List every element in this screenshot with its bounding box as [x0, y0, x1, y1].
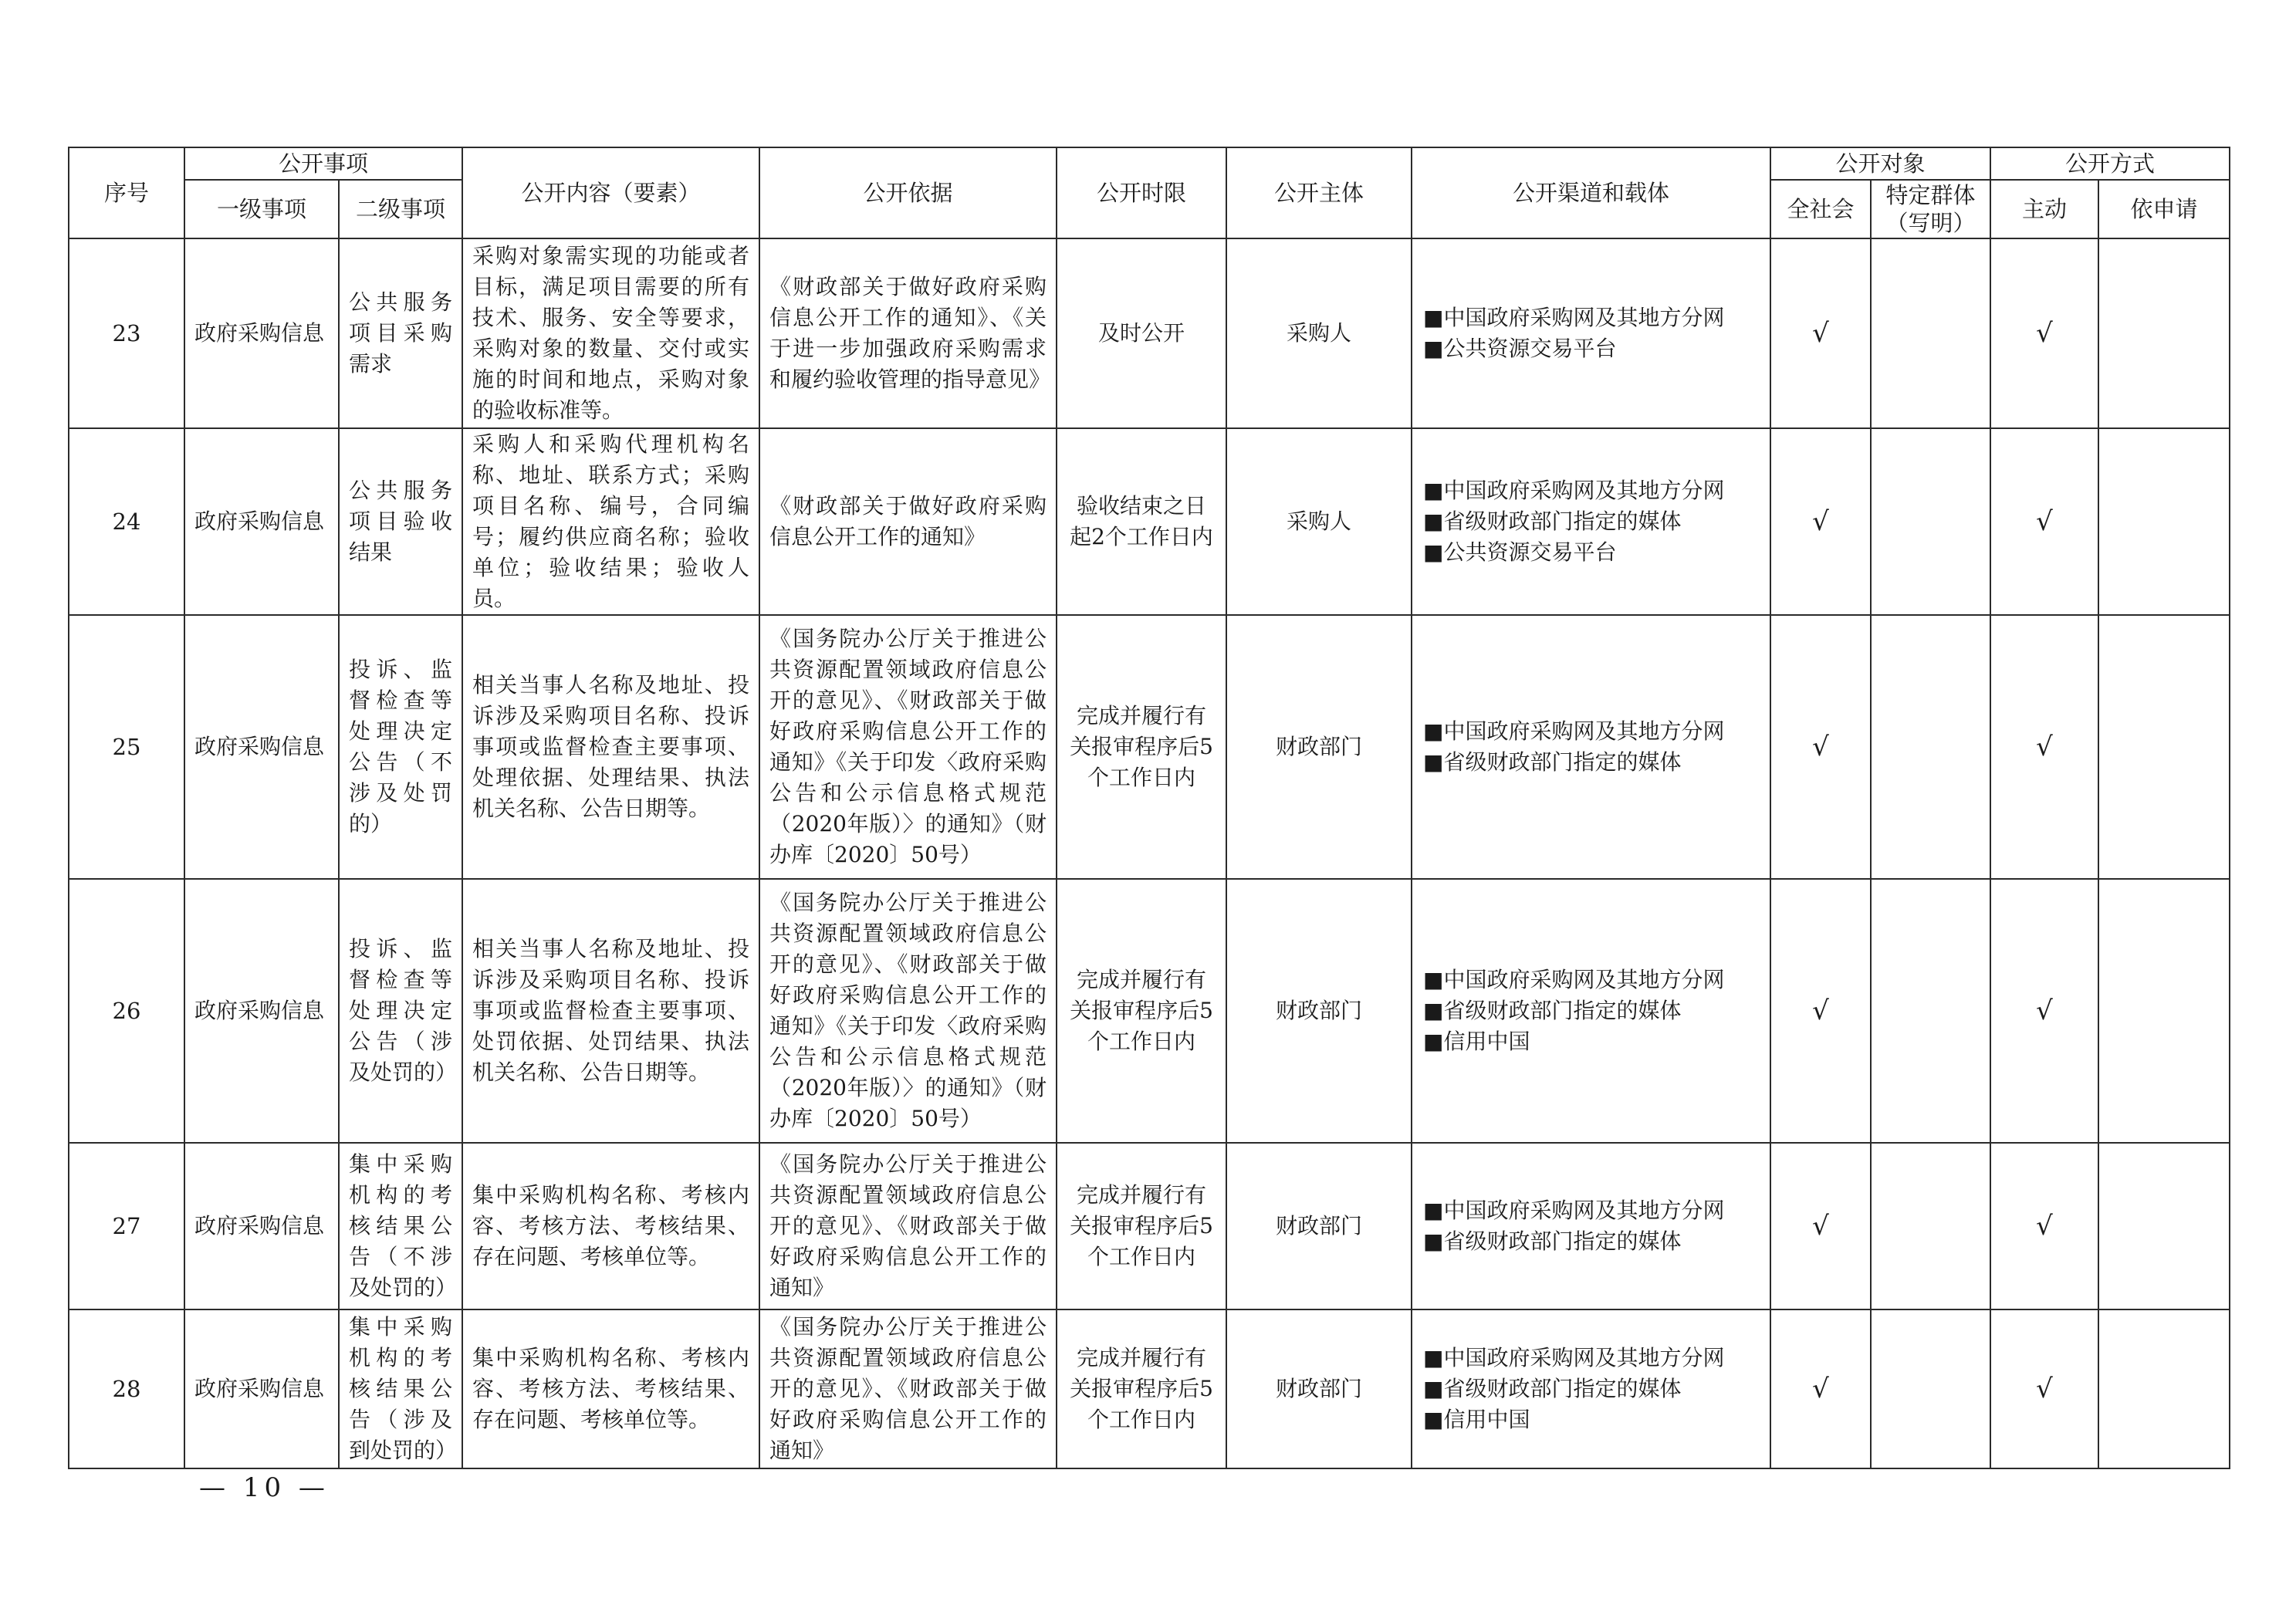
row-active: √ — [1990, 1309, 2098, 1468]
header-specific-group: 特定群体（写明） — [1871, 180, 1990, 238]
row-specific-group — [1871, 238, 1990, 428]
row-subject: 采购人 — [1226, 428, 1412, 615]
row-subject: 财政部门 — [1226, 1143, 1412, 1309]
row-level2: 公共服务项目验收结果 — [339, 428, 462, 615]
row-channels — [1412, 428, 1770, 615]
row-channels — [1412, 238, 1770, 428]
channel-item: ■中国政府采购网及其地方分网 — [1423, 305, 1725, 330]
header-whole-society: 全社会 — [1770, 180, 1871, 238]
row-specific-group — [1871, 1143, 1990, 1309]
channel-item: ■中国政府采购网及其地方分网 — [1423, 1345, 1725, 1370]
header-method: 公开方式 — [1990, 147, 2230, 180]
row-subject: 财政部门 — [1226, 1309, 1412, 1468]
page-number: — 10 — — [199, 1472, 330, 1503]
row-whole-society: √ — [1770, 238, 1871, 428]
row-on-request — [2098, 1143, 2230, 1309]
channel-item: ■中国政府采购网及其地方分网 — [1423, 1198, 1725, 1223]
channel-item: ■省级财政部门指定的媒体 — [1423, 998, 1682, 1023]
row-on-request — [2098, 428, 2230, 615]
row-content: 集中采购机构名称、考核内容、考核方法、考核结果、存在问题、考核单位等。 — [462, 1309, 759, 1468]
row-time-limit: 验收结束之日起2个工作日内 — [1057, 428, 1226, 615]
row-channels — [1412, 1143, 1770, 1309]
disclosure-table — [68, 147, 2230, 1469]
row-time-limit: 及时公开 — [1057, 238, 1226, 428]
row-basis: 《国务院办公厅关于推进公共资源配置领域政府信息公开的意见》、《财政部关于做好政府采购信息公开工作的通知》《关于印发〈政府采购公告和公示信息格式规范（2020年版）〉的通知》（财办库〔2020〕50号） — [759, 615, 1057, 879]
header-level2: 二级事项 — [339, 180, 462, 238]
header-on-request: 依申请 — [2098, 180, 2230, 238]
row-subject: 采购人 — [1226, 238, 1412, 428]
channel-item: ■省级财政部门指定的媒体 — [1423, 509, 1682, 534]
row-active: √ — [1990, 615, 2098, 879]
header-channel: 公开渠道和载体 — [1412, 147, 1770, 238]
row-basis: 《国务院办公厅关于推进公共资源配置领域政府信息公开的意见》、《财政部关于做好政府采购信息公开工作的通知》《关于印发〈政府采购公告和公示信息格式规范（2020年版）〉的通知》（财办库〔2020〕50号） — [759, 879, 1057, 1143]
row-on-request — [2098, 879, 2230, 1143]
row-content: 相关当事人名称及地址、投诉涉及采购项目名称、投诉事项或监督检查主要事项、处罚依据、处罚结果、执法机关名称、公告日期等。 — [462, 879, 759, 1143]
row-subject: 财政部门 — [1226, 879, 1412, 1143]
row-specific-group — [1871, 879, 1990, 1143]
channel-item: ■省级财政部门指定的媒体 — [1423, 1228, 1682, 1254]
row-active: √ — [1990, 1143, 2098, 1309]
row-level2: 集中采购机构的考核结果公告（不涉及处罚的） — [339, 1143, 462, 1309]
row-seq: 27 — [69, 1143, 184, 1309]
row-seq: 28 — [69, 1309, 184, 1468]
row-specific-group — [1871, 1309, 1990, 1468]
channel-item: ■公共资源交易平台 — [1423, 336, 1617, 361]
channel-item: ■中国政府采购网及其地方分网 — [1423, 718, 1725, 744]
header-content: 公开内容（要素） — [462, 147, 759, 238]
row-time-limit: 完成并履行有关报审程序后5个工作日内 — [1057, 1309, 1226, 1468]
row-level2: 集中采购机构的考核结果公告（涉及到处罚的） — [339, 1309, 462, 1468]
row-seq: 26 — [69, 879, 184, 1143]
header-basis: 公开依据 — [759, 147, 1057, 238]
row-level2: 投诉、监督检查等处理决定公告（涉及处罚的） — [339, 879, 462, 1143]
row-basis: 《国务院办公厅关于推进公共资源配置领域政府信息公开的意见》、《财政部关于做好政府采购信息公开工作的通知》 — [759, 1309, 1057, 1468]
row-level1: 政府采购信息 — [184, 1143, 339, 1309]
row-level2: 投诉、监督检查等处理决定公告（不涉及处罚的） — [339, 615, 462, 879]
channel-item: ■省级财政部门指定的媒体 — [1423, 1376, 1682, 1401]
channel-item: ■中国政府采购网及其地方分网 — [1423, 478, 1725, 503]
row-on-request — [2098, 238, 2230, 428]
header-public-items: 公开事项 — [184, 147, 462, 180]
row-basis: 《财政部关于做好政府采购信息公开工作的通知》 — [759, 428, 1057, 615]
row-time-limit: 完成并履行有关报审程序后5个工作日内 — [1057, 615, 1226, 879]
row-specific-group — [1871, 428, 1990, 615]
row-active: √ — [1990, 428, 2098, 615]
disclosure-table-sheet — [68, 147, 2230, 1469]
row-specific-group — [1871, 615, 1990, 879]
channel-item: ■信用中国 — [1423, 1407, 1530, 1432]
row-content: 集中采购机构名称、考核内容、考核方法、考核结果、存在问题、考核单位等。 — [462, 1143, 759, 1309]
row-level1: 政府采购信息 — [184, 1309, 339, 1468]
row-whole-society: √ — [1770, 1143, 1871, 1309]
row-on-request — [2098, 1309, 2230, 1468]
row-content: 采购人和采购代理机构名称、地址、联系方式；采购项目名称、编号，合同编号；履约供应商名称；验收单位；验收结果；验收人员。 — [462, 428, 759, 615]
row-basis: 《财政部关于做好政府采购信息公开工作的通知》、《关于进一步加强政府采购需求和履约验收管理的指导意见》 — [759, 238, 1057, 428]
row-seq: 25 — [69, 615, 184, 879]
header-time-limit: 公开时限 — [1057, 147, 1226, 238]
row-whole-society: √ — [1770, 1309, 1871, 1468]
row-level1: 政府采购信息 — [184, 879, 339, 1143]
header-subject: 公开主体 — [1226, 147, 1412, 238]
header-target: 公开对象 — [1770, 147, 1990, 180]
row-active: √ — [1990, 879, 2098, 1143]
row-content: 相关当事人名称及地址、投诉涉及采购项目名称、投诉事项或监督检查主要事项、处理依据、处理结果、执法机关名称、公告日期等。 — [462, 615, 759, 879]
row-seq: 24 — [69, 428, 184, 615]
table-row — [69, 1309, 2230, 1468]
header-seq: 序号 — [69, 147, 184, 238]
table-row — [69, 615, 2230, 879]
table-row — [69, 428, 2230, 615]
row-active: √ — [1990, 238, 2098, 428]
row-on-request — [2098, 615, 2230, 879]
row-level1: 政府采购信息 — [184, 238, 339, 428]
channel-item: ■省级财政部门指定的媒体 — [1423, 749, 1682, 775]
channel-item: ■公共资源交易平台 — [1423, 539, 1617, 565]
row-time-limit: 完成并履行有关报审程序后5个工作日内 — [1057, 1143, 1226, 1309]
row-level1: 政府采购信息 — [184, 428, 339, 615]
table-row — [69, 1143, 2230, 1309]
row-whole-society: √ — [1770, 879, 1871, 1143]
row-seq: 23 — [69, 238, 184, 428]
table-row — [69, 238, 2230, 428]
row-channels — [1412, 879, 1770, 1143]
channel-item: ■信用中国 — [1423, 1029, 1530, 1054]
row-channels — [1412, 1309, 1770, 1468]
channel-item: ■中国政府采购网及其地方分网 — [1423, 967, 1725, 992]
header-active: 主动 — [1990, 180, 2098, 238]
row-whole-society: √ — [1770, 428, 1871, 615]
row-time-limit: 完成并履行有关报审程序后5个工作日内 — [1057, 879, 1226, 1143]
row-channels — [1412, 615, 1770, 879]
table-row — [69, 879, 2230, 1143]
row-level2: 公共服务项目采购需求 — [339, 238, 462, 428]
row-level1: 政府采购信息 — [184, 615, 339, 879]
row-content: 采购对象需实现的功能或者目标，满足项目需要的所有技术、服务、安全等要求，采购对象的数量、交付或实施的时间和地点，采购对象的验收标准等。 — [462, 238, 759, 428]
row-basis: 《国务院办公厅关于推进公共资源配置领域政府信息公开的意见》、《财政部关于做好政府采购信息公开工作的通知》 — [759, 1143, 1057, 1309]
row-whole-society: √ — [1770, 615, 1871, 879]
header-level1: 一级事项 — [184, 180, 339, 238]
row-subject: 财政部门 — [1226, 615, 1412, 879]
